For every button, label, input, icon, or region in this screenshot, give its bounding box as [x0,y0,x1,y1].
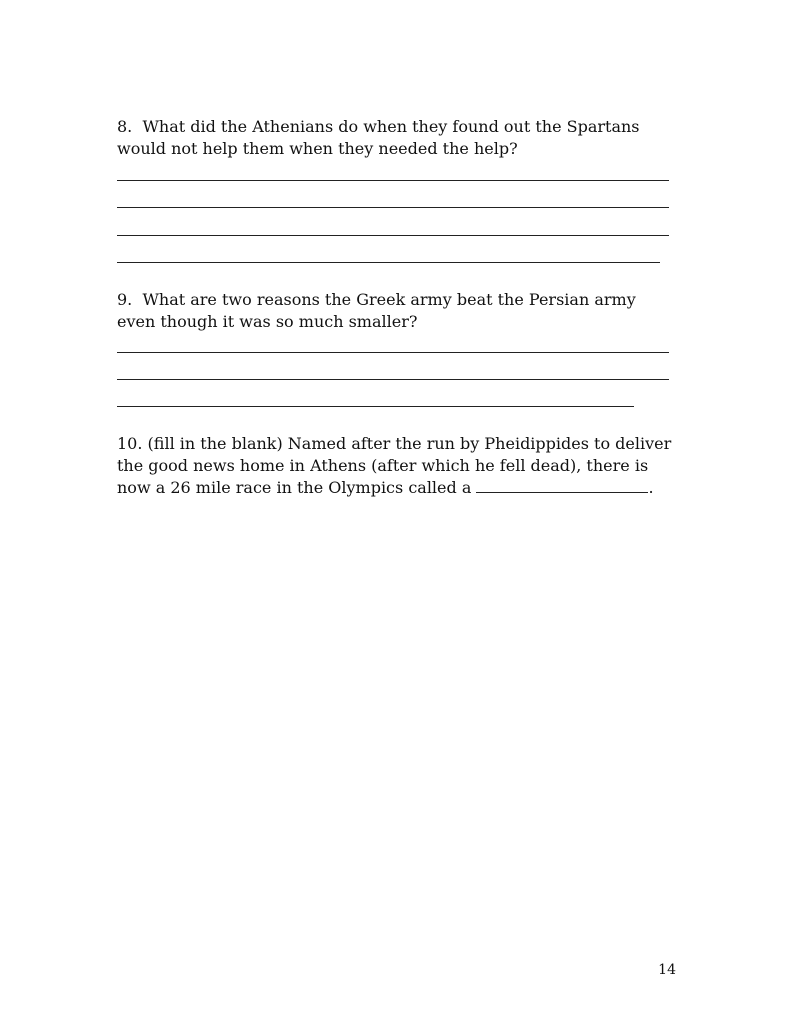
question-10-text: (fill in the blank) Named after the run by Pheidippides to deliver the good news home in Athens (after which he fell dead), there is now a 26 mile race in the Olympics called a [117,434,672,497]
answer-line[interactable] [117,262,660,263]
question-10-period: . [648,478,654,497]
page-number: 14 [658,962,676,978]
question-10-number: 10. [117,434,143,453]
question-9 [117,289,677,333]
question-9-text: What are two reasons the Greek army beat the Persian army even though it was so much smaller? [117,290,636,331]
answer-line[interactable] [117,235,669,236]
answer-line[interactable] [117,180,669,181]
answer-line[interactable] [117,406,634,407]
question-8-text: What did the Athenians do when they found out the Spartans would not help them when they needed the help? [117,117,640,158]
answer-line[interactable] [117,379,669,380]
question-8 [117,116,677,160]
question-10 [117,433,677,499]
fill-in-blank[interactable] [476,478,648,493]
question-9-number: 9. [117,290,133,309]
question-8-number: 8. [117,117,133,136]
answer-line[interactable] [117,207,669,208]
answer-line[interactable] [117,352,669,353]
